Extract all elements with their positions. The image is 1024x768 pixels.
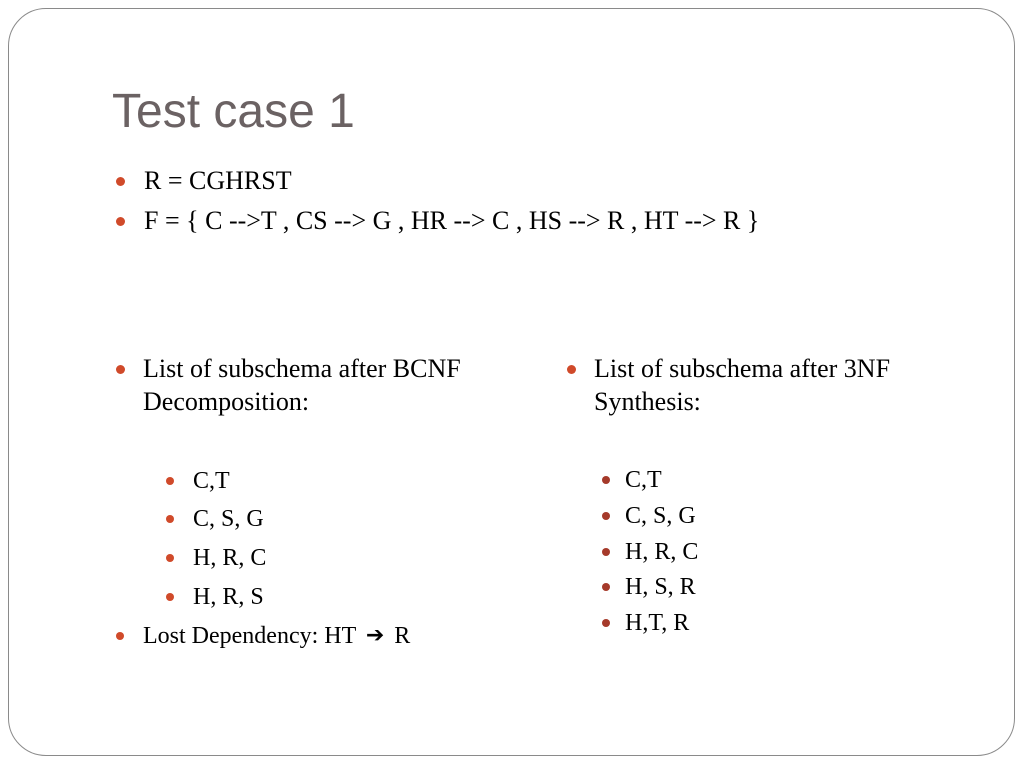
bullet-icon	[602, 619, 610, 627]
bullet-icon	[116, 365, 125, 374]
three-nf-heading-line1: List of subschema after 3NF	[594, 354, 891, 383]
three-nf-item: C,T	[625, 467, 662, 493]
lost-dependency-suffix: R	[394, 623, 411, 649]
three-nf-item: H, R, C	[625, 539, 699, 565]
fd-set-text: F = { C -->T , CS --> G , HR --> C , HS --> R , HT --> R }	[144, 206, 760, 235]
slide-title: Test case 1	[112, 85, 355, 138]
lost-dependency	[143, 621, 410, 651]
bcnf-item: C,T	[193, 468, 230, 494]
bullet-icon	[602, 512, 610, 520]
three-nf-item: H,T, R	[625, 610, 690, 636]
three-nf-item: H, S, R	[625, 574, 696, 600]
bcnf-heading-line2: Decomposition:	[143, 387, 310, 416]
relation-text: R = CGHRST	[144, 166, 292, 195]
bullet-icon	[166, 477, 174, 485]
bcnf-item: H, R, C	[193, 545, 267, 571]
bcnf-heading-line1: List of subschema after BCNF	[143, 354, 461, 383]
bcnf-item: H, R, S	[193, 584, 264, 610]
bullet-icon	[567, 365, 576, 374]
three-nf-heading-line2: Synthesis:	[594, 387, 701, 416]
bullet-icon	[116, 177, 125, 186]
bullet-icon	[166, 593, 174, 601]
bullet-icon	[166, 515, 174, 523]
bullet-icon	[602, 583, 610, 591]
bullet-icon	[602, 476, 610, 484]
lost-dependency-prefix: Lost Dependency: HT	[143, 623, 356, 649]
bullet-icon	[166, 554, 174, 562]
arrow-right-icon: ➔	[365, 623, 385, 648]
three-nf-item: C, S, G	[625, 503, 696, 529]
bullet-icon	[602, 548, 610, 556]
bullet-icon	[116, 632, 124, 640]
bullet-icon	[116, 217, 125, 226]
bcnf-item: C, S, G	[193, 506, 264, 532]
